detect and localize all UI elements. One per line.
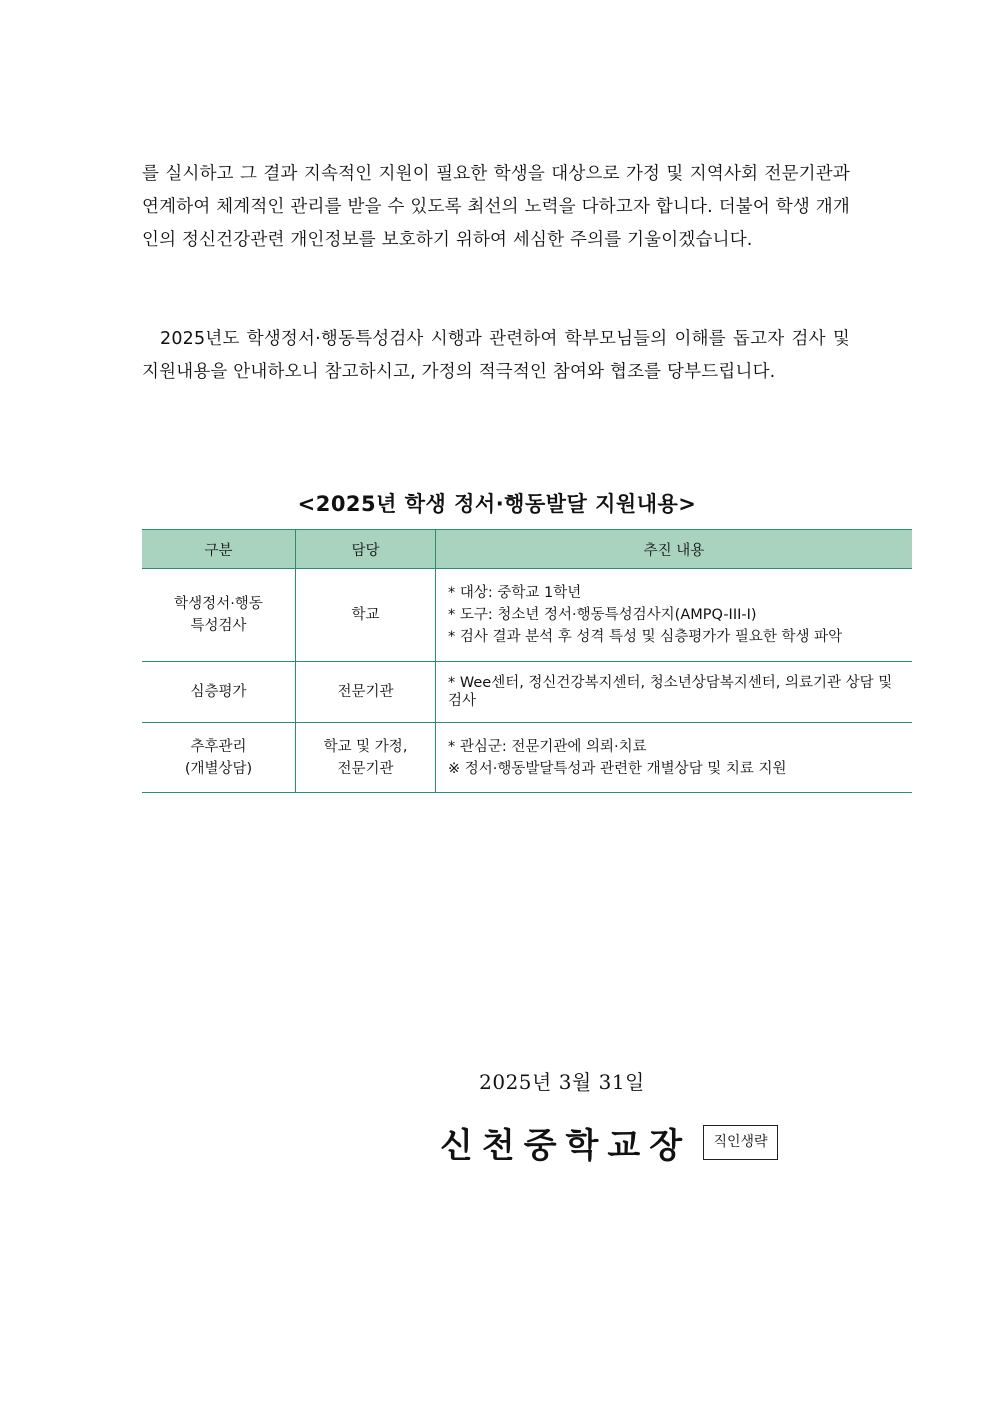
header-category: 구분	[142, 530, 296, 569]
table-header-row	[142, 530, 912, 569]
row-owner	[296, 662, 436, 723]
detail-line: * 검사 결과 분석 후 성격 특성 및 심층평가가 필요한 학생 파악	[448, 629, 843, 645]
detail-line: * 도구: 청소년 정서·행동특성검사지(AMPQ-III-I)	[448, 607, 757, 623]
table-row	[142, 662, 912, 723]
intro-paragraph-2: 2025년도 학생정서·행동특성검사 시행과 관련하여 학부모님들의 이해를 돕고자 검사 및 지원내용을 안내하오니 참고하시고, 가정의 적극적인 참여와 협조를 당부드립니다.	[142, 329, 850, 382]
intro-paragraph-1: 를 실시하고 그 결과 지속적인 지원이 필요한 학생을 대상으로 가정 및 지역사회 전문기관과 연계하여 체계적인 관리를 받을 수 있도록 최선의 노력을 다하고자 합니다. 더불어 학생 개개인의 정신건강관련 개인정보를 보호하기 위하여 세심한 주의를 기울이겠습니다.	[142, 164, 850, 250]
category-line: 학생정서·행동	[174, 596, 263, 612]
row-owner	[296, 723, 436, 793]
header-details: 추진 내용	[436, 530, 913, 569]
detail-line: ※ 정서·행동발달특성과 관련한 개별상담 및 치료 지원	[448, 760, 787, 777]
row-category	[142, 723, 296, 793]
row-owner	[296, 569, 436, 662]
category-line: 추후관리	[190, 738, 247, 755]
table-row	[142, 569, 912, 662]
support-table	[142, 529, 912, 793]
header-owner: 담당	[296, 530, 436, 569]
owner-line: 전문기관	[337, 760, 394, 777]
row-category	[142, 662, 296, 723]
row-details	[436, 662, 913, 723]
detail-line: * Wee센터, 정신건강복지센터, 청소년상담복지센터, 의료기관 상담 및 검사	[448, 675, 893, 709]
row-category	[142, 569, 296, 662]
detail-line: * 관심군: 전문기관에 의뢰·치료	[448, 738, 647, 755]
row-details	[436, 723, 913, 793]
owner-line: 학교	[351, 607, 380, 623]
category-line: 특성검사	[190, 618, 247, 634]
table-title: <2025년 학생 정서·행동발달 지원내용>	[297, 492, 697, 516]
principal-signature: 신천중학교장	[440, 1126, 692, 1166]
owner-line: 전문기관	[337, 684, 394, 700]
detail-line: * 대상: 중학교 1학년	[448, 585, 582, 601]
category-line: 심층평가	[190, 684, 247, 700]
row-details	[436, 569, 913, 662]
owner-line: 학교 및 가정,	[323, 738, 408, 755]
table-row	[142, 723, 912, 793]
document-date: 2025년 3월 31일	[479, 1070, 645, 1094]
seal-omitted-box: 직인생략	[703, 1125, 778, 1160]
category-line: (개별상담)	[184, 760, 253, 777]
